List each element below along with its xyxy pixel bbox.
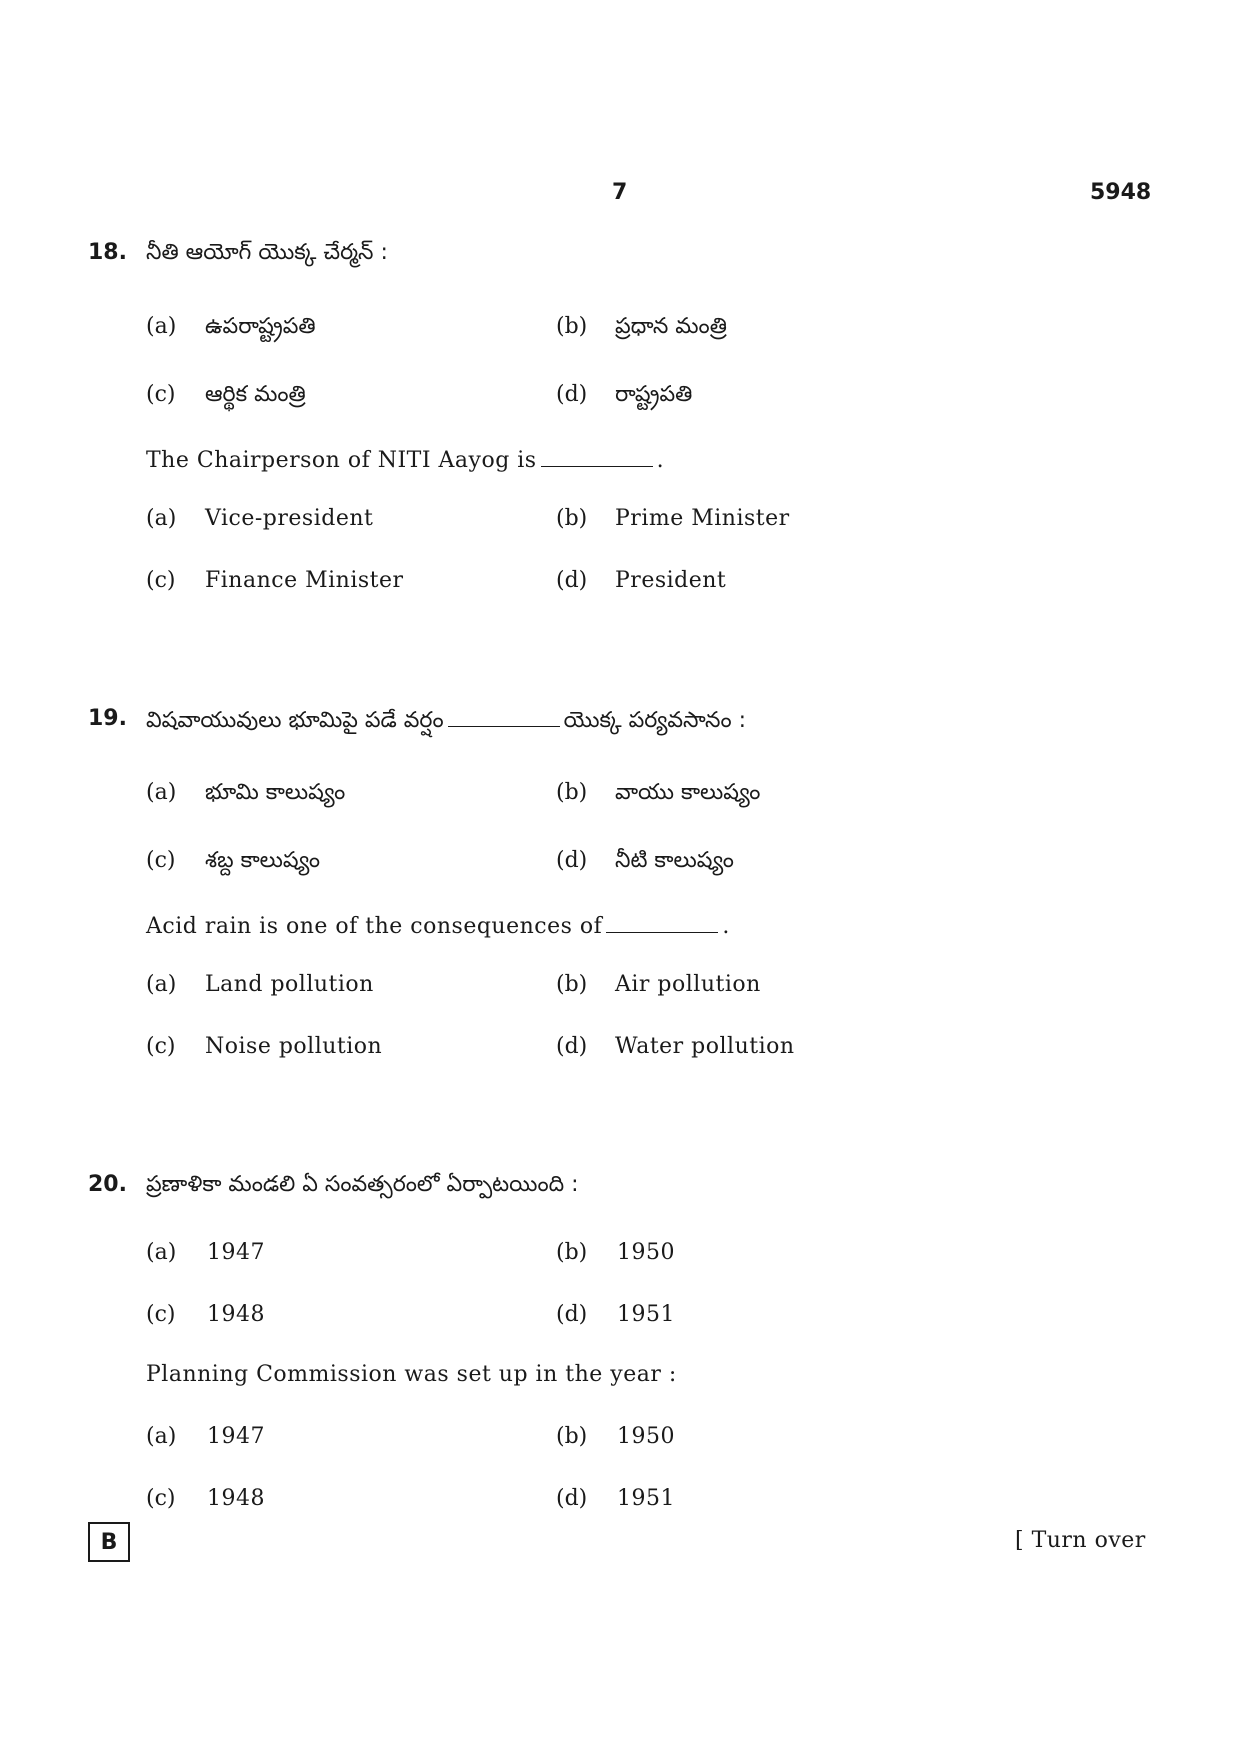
option-text: Prime Minister	[615, 506, 790, 531]
answer-blank	[448, 706, 560, 727]
option-label: (a)	[146, 506, 177, 531]
option-label: (d)	[556, 848, 588, 873]
question-stem-english: Planning Commission was set up in the year :	[146, 1362, 677, 1387]
option-text: ఉపరాష్ట్రపతి	[205, 314, 316, 339]
stem-text: యొక్క పర్యవసానం :	[563, 708, 747, 733]
option-label: (a)	[146, 1424, 177, 1449]
stem-text: .	[722, 914, 730, 939]
option-text: Vice-president	[205, 506, 374, 531]
stem-text: విషవాయువులు భూమిపై పడే వర్షం	[146, 708, 444, 733]
option-text: భూమి కాలుష్యం	[205, 780, 346, 805]
question-stem-telugu: ప్రణాళికా మండలి ఏ సంవత్సరంలో ఏర్పాటయింది :	[146, 1172, 579, 1197]
option-label: (a)	[146, 1240, 177, 1265]
option-text: వాయు కాలుష్యం	[615, 780, 761, 805]
option-label: (b)	[556, 972, 588, 997]
answer-blank	[606, 912, 718, 933]
option-label: (c)	[146, 848, 176, 873]
option-text: రాష్ట్రపతి	[615, 382, 693, 407]
stem-text: .	[656, 448, 665, 473]
option-text: Air pollution	[615, 972, 761, 997]
option-label: (a)	[146, 314, 177, 339]
question-stem-telugu	[146, 706, 746, 738]
page-number: 7	[612, 180, 628, 205]
option-text: Noise pollution	[205, 1034, 383, 1059]
option-text: 1951	[617, 1302, 675, 1327]
option-text: Water pollution	[615, 1034, 795, 1059]
option-text: 1947	[207, 1424, 265, 1449]
option-label: (c)	[146, 568, 176, 593]
question-stem-english	[146, 446, 664, 473]
option-label: (b)	[556, 506, 588, 531]
option-text: 1947	[207, 1240, 265, 1265]
option-label: (b)	[556, 1240, 588, 1265]
option-label: (b)	[556, 780, 588, 805]
option-label: (a)	[146, 972, 177, 997]
question-number: 19.	[88, 706, 127, 731]
option-label: (c)	[146, 1486, 176, 1511]
option-text: 1951	[617, 1486, 675, 1511]
paper-code: 5948	[1090, 180, 1152, 205]
option-text: శబ్ద కాలుష్యం	[205, 848, 321, 873]
set-code: B	[100, 1529, 118, 1555]
stem-text: The Chairperson of NITI Aayog is	[146, 448, 537, 473]
set-code-box	[88, 1522, 130, 1562]
option-label: (d)	[556, 568, 588, 593]
option-label: (b)	[556, 314, 588, 339]
answer-blank	[541, 446, 653, 467]
option-label: (a)	[146, 780, 177, 805]
option-text: ప్రధాన మంత్రి	[615, 314, 727, 339]
option-label: (b)	[556, 1424, 588, 1449]
turn-over-note: [ Turn over	[1015, 1528, 1146, 1553]
question-number: 20.	[88, 1172, 127, 1197]
question-number: 18.	[88, 240, 127, 265]
option-label: (c)	[146, 1302, 176, 1327]
option-label: (d)	[556, 1486, 588, 1511]
option-label: (d)	[556, 1302, 588, 1327]
option-text: ఆర్థిక మంత్రి	[205, 382, 306, 407]
question-stem-telugu: నీతి ఆయోగ్ యొక్క చేర్మన్ :	[146, 240, 388, 265]
option-text: 1948	[207, 1302, 265, 1327]
option-text: 1950	[617, 1424, 675, 1449]
stem-text: Acid rain is one of the consequences of	[146, 914, 603, 939]
option-text: 1948	[207, 1486, 265, 1511]
option-text: 1950	[617, 1240, 675, 1265]
option-text: Finance Minister	[205, 568, 404, 593]
option-label: (d)	[556, 382, 588, 407]
option-label: (c)	[146, 382, 176, 407]
option-text: President	[615, 568, 727, 593]
option-label: (d)	[556, 1034, 588, 1059]
question-stem-english	[146, 912, 730, 939]
option-label: (c)	[146, 1034, 176, 1059]
option-text: Land pollution	[205, 972, 374, 997]
option-text: నీటి కాలుష్యం	[615, 848, 734, 873]
